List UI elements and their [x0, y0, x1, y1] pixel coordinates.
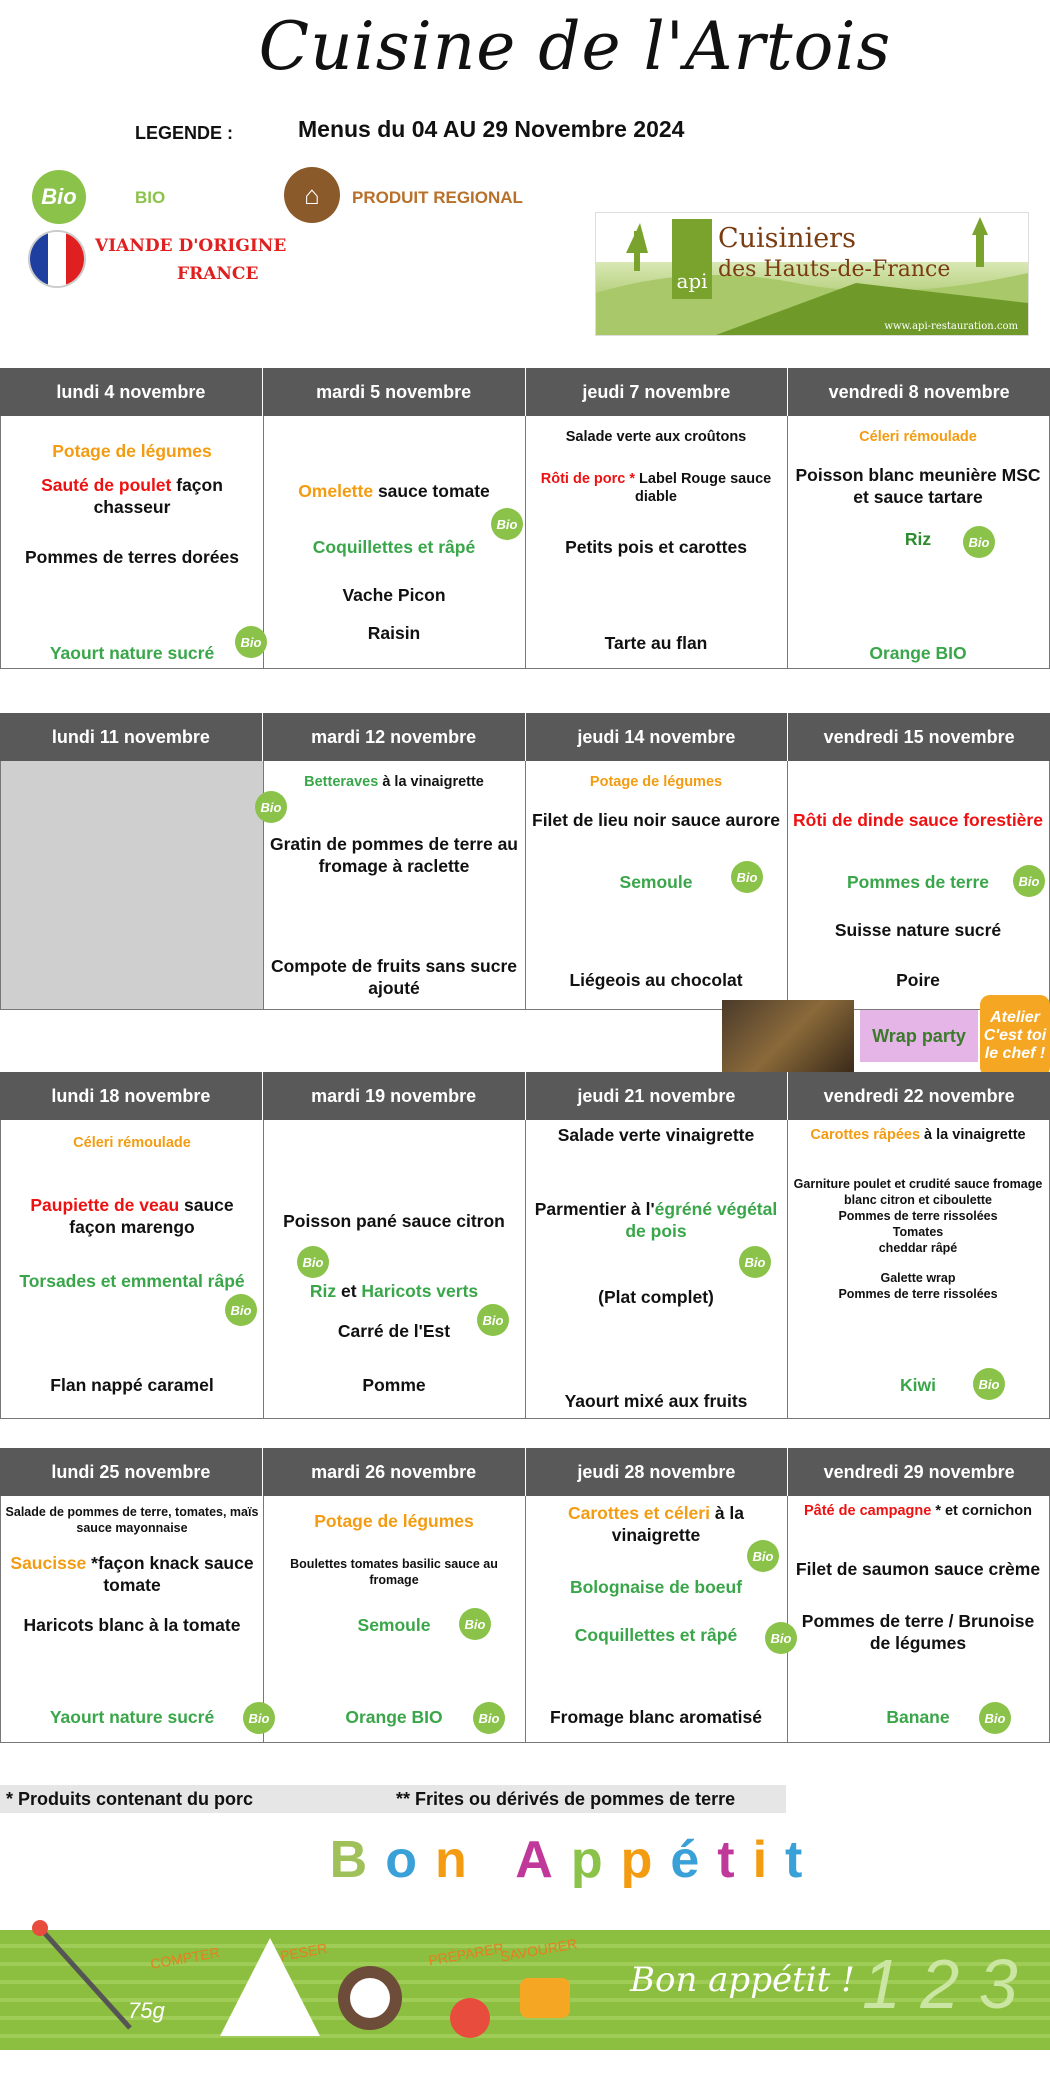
menu-item: Sauté de poulet façon chasseur	[41, 475, 223, 517]
bon-appetit-letter: o	[385, 1831, 435, 1889]
day-header: mardi 12 novembre	[263, 713, 526, 761]
bio-icon: Bio	[963, 526, 995, 558]
bio-icon: Bio	[739, 1246, 771, 1278]
menu-item: Carré de l'Est	[337, 1321, 451, 1341]
day-header: jeudi 7 novembre	[526, 368, 789, 416]
week-2	[0, 713, 1050, 1010]
menu-item: Carottes râpées à la vinaigrette	[810, 1127, 1026, 1143]
menu-item: Salade verte vinaigrette	[557, 1125, 755, 1145]
legend-france-line1: VIANDE D'ORIGINE	[95, 236, 287, 256]
bio-icon: Bio	[765, 1622, 797, 1654]
day-cell	[263, 416, 526, 668]
menu-item: Petits pois et carottes	[565, 537, 747, 557]
bio-icon: Bio	[225, 1294, 257, 1326]
menu-item: Pommes de terres dorées	[25, 547, 239, 567]
day-cell	[787, 761, 1049, 1009]
menu-item: Compote de fruits sans sucre ajouté	[270, 956, 518, 998]
wrap-photo	[722, 1000, 854, 1072]
banner-peser: PESER	[278, 1940, 329, 1964]
menu-item: Suisse nature sucré	[834, 920, 1002, 940]
menu-item: Rôti de porc * Label Rouge sauce diable	[540, 471, 772, 505]
menu-item: Vache Picon	[342, 585, 446, 605]
day-header: vendredi 15 novembre	[823, 726, 1015, 747]
menu-item: Parmentier à l'égréné végétal de pois	[534, 1199, 778, 1241]
logo-line1: Cuisiniers	[718, 223, 856, 254]
menu-item: Potage de légumes	[314, 1511, 474, 1531]
menu-item: Tomates	[892, 1225, 944, 1239]
legend-france-line2: FRANCE	[177, 264, 259, 284]
bon-appetit-letter: n	[434, 1831, 485, 1889]
bon-appetit-letter: i	[752, 1831, 786, 1889]
week-body	[0, 1120, 1050, 1419]
menu-item: Yaourt mixé aux fruits	[564, 1391, 748, 1411]
day-header: vendredi 29 novembre	[823, 1461, 1015, 1482]
menu-item: Betteraves à la vinaigrette	[304, 774, 484, 790]
bio-icon: Bio	[477, 1304, 509, 1336]
banner-numbers: 1 2 3	[862, 1945, 1018, 2023]
menu-item: Fromage blanc aromatisé	[549, 1707, 763, 1727]
menu-item: Pomme	[362, 1375, 426, 1395]
menu-item: Potage de légumes	[589, 774, 723, 790]
day-cell	[1, 416, 264, 668]
logo-box: api	[672, 219, 712, 299]
week-header	[0, 713, 1050, 761]
bon-appetit-letter	[485, 1831, 516, 1889]
logo-line2: des Hauts-de-France	[718, 257, 951, 282]
day-cell	[787, 1120, 1049, 1418]
day-cell	[787, 416, 1049, 668]
menu-item: cheddar râpé	[878, 1241, 958, 1255]
menu-item: Paupiette de veau sauce façon marengo	[30, 1195, 234, 1237]
bon-appetit-letter: B	[329, 1831, 386, 1889]
menu-item: Salade verte aux croûtons	[565, 429, 747, 445]
wrap-party-banner	[722, 1000, 1050, 1072]
bio-icon: Bio	[235, 626, 267, 658]
menu-item: Torsades et emmental râpé	[19, 1271, 245, 1291]
menu-item: Coquillettes et râpé	[574, 1625, 738, 1645]
menu-item: Kiwi	[900, 1375, 936, 1395]
menu-item: Filet de saumon sauce crème	[795, 1559, 1041, 1579]
menu-item: Galette wrap	[880, 1271, 956, 1285]
bon-appetit-letter: A	[515, 1831, 571, 1889]
bio-icon: Bio	[255, 791, 287, 823]
day-header: jeudi 28 novembre	[526, 1448, 789, 1496]
day-cell	[263, 1120, 526, 1418]
wrap-party-label: Wrap party	[860, 1010, 978, 1062]
regional-product-icon: ⌂	[284, 167, 340, 223]
france-flag-icon	[28, 230, 86, 288]
bon-appetit-letter: t	[785, 1831, 821, 1889]
menu-item: Salade de pommes de terre, tomates, maïs sauce mayonnaise	[5, 1505, 259, 1535]
day-header: lundi 4 novembre	[0, 368, 263, 416]
week-body	[0, 416, 1050, 669]
week-body	[0, 761, 1050, 1010]
menu-item: Pommes de terre	[846, 872, 989, 892]
menu-item: Rôti de dinde sauce forestière	[793, 810, 1043, 830]
day-cell	[525, 1496, 792, 1742]
menu-item: Banane	[886, 1707, 950, 1727]
menu-item: Liégeois au chocolat	[569, 970, 743, 990]
day-header: mardi 26 novembre	[263, 1448, 526, 1496]
logo-url: www.api-restauration.com	[884, 321, 1018, 332]
menu-item: Raisin	[367, 623, 421, 643]
menu-item: Céleri rémoulade	[859, 429, 977, 445]
menu-item: Semoule	[619, 872, 693, 892]
menu-item: Poire	[896, 970, 940, 990]
bio-icon: Bio	[731, 861, 763, 893]
day-cell	[525, 1120, 788, 1418]
day-cell	[787, 1496, 1049, 1742]
menu-item: Omelette sauce tomate	[298, 481, 490, 501]
day-header: vendredi 8 novembre	[828, 381, 1010, 402]
menu-item: Orange BIO	[345, 1707, 443, 1727]
bio-icon: Bio	[979, 1702, 1011, 1734]
day-cell	[525, 416, 788, 668]
kitchen-tools-icon	[20, 1918, 580, 2048]
page-title: Cuisine de l'Artois	[258, 8, 892, 85]
footnote-fries: ** Frites ou dérivés de pommes de terre	[396, 1789, 736, 1809]
bio-icon: Bio	[297, 1246, 329, 1278]
bio-icon: Bio	[32, 170, 86, 224]
legend-label: LEGENDE :	[135, 123, 234, 143]
bon-appetit-title	[0, 1830, 1050, 1890]
bio-icon: Bio	[747, 1540, 779, 1572]
menu-item: Potage de légumes	[52, 441, 212, 461]
menu-item: Céleri rémoulade	[73, 1135, 191, 1151]
menu-item: Coquillettes et râpé	[312, 537, 476, 557]
week-header	[0, 1072, 1050, 1120]
menu-item: Pommes de terre rissolées	[838, 1287, 998, 1301]
api-logo	[595, 212, 1029, 336]
bio-icon: Bio	[1013, 865, 1045, 897]
bon-appetit-letter: t	[717, 1831, 753, 1889]
footnotes	[0, 1785, 786, 1813]
banner-weight: 75g	[128, 1998, 165, 2023]
week-4	[0, 1448, 1050, 1743]
menu-item: Yaourt nature sucré	[49, 1707, 215, 1727]
week-1	[0, 368, 1050, 669]
day-header: vendredi 22 novembre	[823, 1085, 1015, 1106]
day-cell	[525, 761, 788, 1009]
bio-icon: Bio	[473, 1702, 505, 1734]
bio-icon: Bio	[491, 508, 523, 540]
menu-item: Boulettes tomates basilic sauce au fromage	[290, 1557, 498, 1587]
menu-item: Riz	[904, 529, 932, 549]
day-cell	[260, 761, 526, 1009]
banner-bon-appetit: Bon appétit !	[630, 1960, 855, 2000]
day-header: lundi 11 novembre	[0, 713, 263, 761]
week-3	[0, 1072, 1050, 1419]
menu-period: Menus du 04 AU 29 Novembre 2024	[298, 116, 685, 142]
menu-item: Semoule	[357, 1615, 431, 1635]
menu-item: Pommes de terre / Brunoise de légumes	[801, 1611, 1035, 1653]
bio-icon: Bio	[459, 1608, 491, 1640]
day-cell	[263, 1496, 526, 1742]
bon-appetit-letter: p	[570, 1831, 621, 1889]
menu-item: Garniture poulet et crudité sauce fromage blanc citron et ciboulette	[793, 1177, 1043, 1207]
menu-item: Haricots blanc à la tomate	[23, 1615, 241, 1635]
menu-item: Pâté de campagne * et cornichon	[803, 1503, 1033, 1519]
banner-compter: COMPTER	[149, 1944, 221, 1972]
bio-icon: Bio	[243, 1702, 275, 1734]
day-cell	[1, 1496, 270, 1742]
banner-savourer: SAVOURER	[499, 1935, 579, 1965]
day-header: lundi 25 novembre	[0, 1448, 263, 1496]
banner-preparer: PRÉPARER	[427, 1939, 505, 1969]
legend-regional-text: PRODUIT REGIONAL	[352, 188, 523, 207]
menu-item: Saucisse *façon knack sauce tomate	[10, 1553, 254, 1595]
bon-appetit-letter: é	[670, 1831, 718, 1889]
menu-item: Yaourt nature sucré	[49, 643, 215, 663]
menu-item: Tarte au flan	[604, 633, 708, 653]
week-header	[0, 1448, 1050, 1496]
day-header: jeudi 14 novembre	[526, 713, 789, 761]
day-cell	[1, 1120, 264, 1418]
menu-item: Pommes de terre rissolées	[838, 1209, 998, 1223]
week-body	[0, 1496, 1050, 1743]
atelier-badge: Atelier C'est toi le chef !	[980, 995, 1050, 1077]
week-header	[0, 368, 1050, 416]
menu-item: Riz et Haricots verts	[309, 1281, 479, 1301]
bon-appetit-letter: p	[620, 1831, 671, 1889]
day-header: mardi 5 novembre	[263, 368, 526, 416]
day-header: jeudi 21 novembre	[526, 1072, 789, 1120]
menu-item: Carottes et céleri à la vinaigrette	[567, 1503, 745, 1545]
bio-icon: Bio	[973, 1368, 1005, 1400]
holiday-cell	[1, 761, 264, 1009]
menu-item: Flan nappé caramel	[50, 1375, 214, 1395]
footnote-pork: * Produits contenant du porc	[6, 1789, 254, 1809]
day-header: lundi 18 novembre	[0, 1072, 263, 1120]
menu-item: Filet de lieu noir sauce aurore	[532, 810, 780, 830]
menu-item: Bolognaise de boeuf	[569, 1577, 743, 1597]
menu-item: Gratin de pommes de terre au fromage à raclette	[270, 834, 518, 876]
menu-item: Orange BIO	[869, 643, 967, 663]
menu-item: (Plat complet)	[598, 1287, 714, 1307]
footer-banner	[0, 1930, 1050, 2050]
legend-bio-text: BIO	[135, 188, 166, 207]
menu-item: Poisson pané sauce citron	[283, 1211, 505, 1231]
menu-item: Poisson blanc meunière MSC et sauce tartare	[795, 465, 1041, 507]
day-header: mardi 19 novembre	[263, 1072, 526, 1120]
